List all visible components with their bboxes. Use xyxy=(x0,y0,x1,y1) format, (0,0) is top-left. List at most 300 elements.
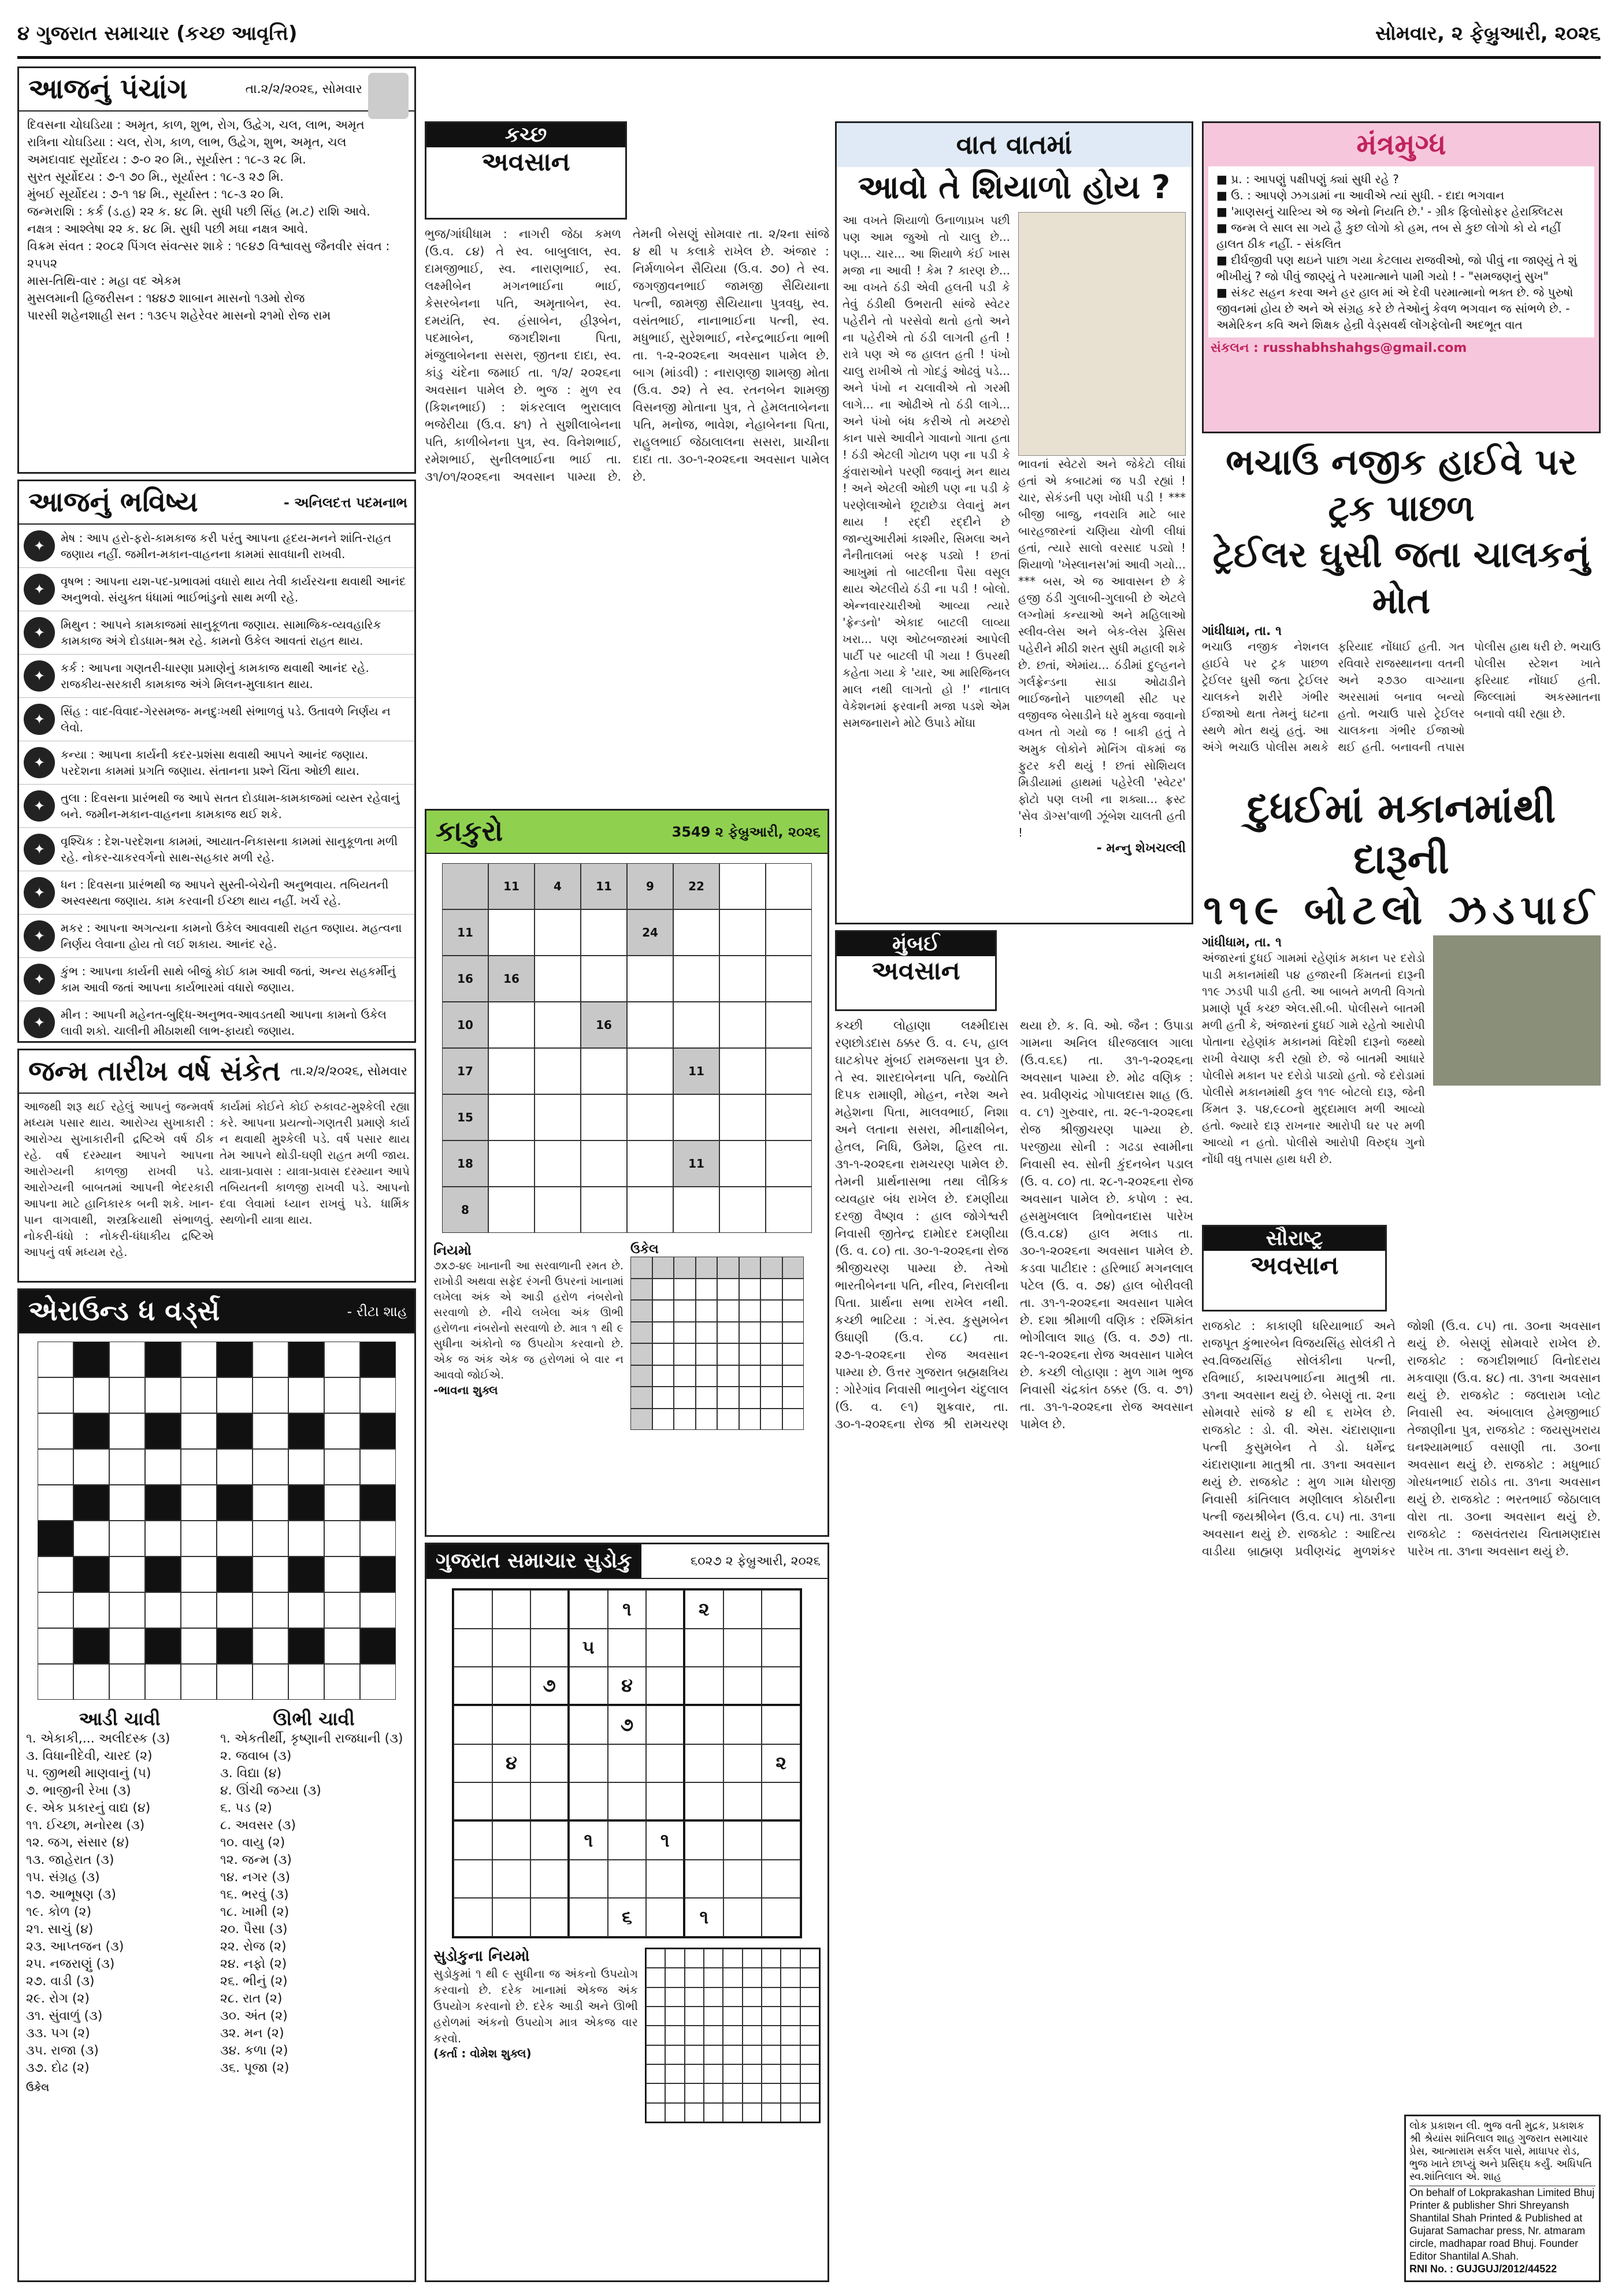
sudoku-cell[interactable] xyxy=(569,1590,608,1629)
sudoku-cell[interactable] xyxy=(492,1629,531,1667)
kakuro-answer-cell xyxy=(630,1300,652,1322)
across-clue: ૩૧. સુંવાળું (૩) xyxy=(26,2009,103,2023)
sudoku-answer-cell xyxy=(665,1949,684,1968)
kakuro-cell[interactable] xyxy=(627,956,673,1002)
kakuro-cell[interactable] xyxy=(581,1094,627,1140)
crossword-cell[interactable] xyxy=(324,1628,360,1664)
crossword-cell[interactable] xyxy=(324,1485,360,1521)
kakuro-date: ૨ ફેબ્રુઆરી, ૨૦૨૬ xyxy=(715,823,821,840)
kakuro-cell[interactable] xyxy=(673,909,719,956)
sudoku-cell[interactable] xyxy=(723,1860,762,1899)
mantra-email-label: સંકલન xyxy=(1211,341,1249,355)
crossword-cell[interactable] xyxy=(181,1628,217,1664)
sudoku-answer-cell xyxy=(781,2045,800,2064)
kakuro-cell[interactable] xyxy=(581,1187,627,1233)
crossword-cell[interactable] xyxy=(288,1377,324,1413)
crossword-cell[interactable] xyxy=(73,1377,109,1413)
crossword-cell[interactable] xyxy=(253,1413,288,1449)
sudoku-answer-cell xyxy=(704,2083,723,2102)
crossword-cell[interactable] xyxy=(360,1556,396,1592)
crossword-cell[interactable] xyxy=(181,1377,217,1413)
sudoku-cell: ૫ xyxy=(569,1629,608,1667)
kakuro-cell[interactable] xyxy=(488,1094,535,1140)
sudoku-cell[interactable] xyxy=(492,1706,531,1744)
horoscope-item xyxy=(19,655,414,698)
sudoku-cell[interactable] xyxy=(530,1590,569,1629)
crossword-cell[interactable] xyxy=(109,1449,145,1485)
crossword-cell[interactable] xyxy=(360,1449,396,1485)
sudoku-cell[interactable] xyxy=(762,1860,800,1899)
crossword-cell[interactable] xyxy=(38,1413,73,1449)
sudoku-answer-cell xyxy=(800,2045,819,2064)
kakuro-answer-cell xyxy=(717,1387,739,1409)
sudoku-rules-title: સુડોકુના નિયમો xyxy=(433,1948,530,1965)
sudoku-cell[interactable] xyxy=(454,1860,492,1899)
sudoku-cell[interactable] xyxy=(569,1860,608,1899)
crossword-cell[interactable] xyxy=(38,1628,73,1664)
kakuro-cell[interactable] xyxy=(719,1140,766,1187)
crossword-cell[interactable] xyxy=(145,1521,181,1556)
crossword-cell[interactable] xyxy=(181,1664,217,1700)
sudoku-cell[interactable] xyxy=(762,1898,800,1937)
crossword-cell[interactable] xyxy=(38,1556,73,1592)
kakuro-cell[interactable] xyxy=(488,1048,535,1094)
kakuro-cell[interactable] xyxy=(719,1187,766,1233)
crossword-cell[interactable] xyxy=(73,1628,109,1664)
sudoku-cell[interactable] xyxy=(454,1782,492,1821)
horoscope-item xyxy=(19,568,414,611)
sudoku-cell[interactable] xyxy=(608,1782,647,1821)
kakuro-answer-cell xyxy=(674,1257,696,1279)
crossword-cell[interactable] xyxy=(217,1485,253,1521)
crossword-cell[interactable] xyxy=(253,1377,288,1413)
crossword-cell[interactable] xyxy=(360,1342,396,1377)
sudoku-cell[interactable] xyxy=(530,1898,569,1937)
sudoku-answer-cell xyxy=(781,2103,800,2122)
kakuro-cell[interactable] xyxy=(581,1048,627,1094)
sudoku-cell[interactable] xyxy=(723,1744,762,1783)
sudoku-cell[interactable] xyxy=(646,1744,685,1783)
kakuro-clue-cell: 22 xyxy=(673,863,719,909)
crossword-cell[interactable] xyxy=(288,1521,324,1556)
sudoku-cell[interactable] xyxy=(608,1821,647,1860)
crossword-cell[interactable] xyxy=(217,1449,253,1485)
sudoku-cell[interactable] xyxy=(685,1667,723,1706)
crossword-cell[interactable] xyxy=(324,1342,360,1377)
sudoku-cell[interactable] xyxy=(492,1782,531,1821)
horoscope-text: સિંહ : વાદ-વિવાદ-ગેરસમજ- મનદુઃખથી સંભાળવું પડે. ઉતાવળે નિર્ણય ન લેવો. xyxy=(61,704,391,734)
sudoku-answer-cell xyxy=(800,2083,819,2102)
crossword-cell[interactable] xyxy=(288,1449,324,1485)
sudoku-answer-cell xyxy=(723,1987,742,2007)
sudoku-cell[interactable] xyxy=(530,1860,569,1899)
sudoku-cell[interactable] xyxy=(454,1590,492,1629)
kakuro-cell[interactable] xyxy=(627,1094,673,1140)
across-clue: ૩૩. પગ (૨) xyxy=(26,2026,90,2041)
sudoku-cell[interactable] xyxy=(454,1667,492,1706)
kakuro-cell[interactable] xyxy=(673,1187,719,1233)
crossword-cell[interactable] xyxy=(253,1342,288,1377)
kakuro-cell[interactable] xyxy=(719,956,766,1002)
crossword-cell[interactable] xyxy=(73,1342,109,1377)
horoscope-text: કુંભ : આપના કાર્યની સાથે બીજું કોઈ કામ આવી જતાં, અન્ય સહકર્મીનું કામ આવી જતાં આપના કાર્યભારમાં વધારો જણાય. xyxy=(61,964,396,994)
crossword-cell[interactable] xyxy=(73,1664,109,1700)
panchang-line: મુસલમાની હિજરીસન : ૧૪૪૭ શાબાન માસનો ૧૩મો રોજ xyxy=(27,291,305,305)
crossword-cell[interactable] xyxy=(181,1556,217,1592)
crossword-cell[interactable] xyxy=(253,1628,288,1664)
across-clue: ૩૭. દોઢ (૨) xyxy=(26,2061,90,2075)
kakuro-number: 3549 xyxy=(671,823,711,840)
crossword-cell[interactable] xyxy=(109,1592,145,1628)
down-clue: ૨૦. પૈસા (૩) xyxy=(220,1922,288,1937)
horoscope-title: આજનું ભવિષ્ય xyxy=(28,486,198,518)
horoscope-text: મિથુન : આપને કામકાજમાં સાનુકૂળતા જણાય. સામાજિક-વ્યવહારિક કામકાજ અંગે દોડધામ-શ્રમ રહે. કામનો ઉકેલ આવતાં રાહત થાય. xyxy=(61,618,381,648)
sudoku-cell[interactable] xyxy=(762,1782,800,1821)
sudoku-cell[interactable] xyxy=(530,1744,569,1783)
kakuro-rules-title: નિયમો xyxy=(433,1242,472,1258)
kakuro-answer-cell xyxy=(717,1257,739,1279)
sudoku-cell[interactable] xyxy=(723,1590,762,1629)
crossword-cell[interactable] xyxy=(145,1664,181,1700)
sudoku-cell[interactable] xyxy=(608,1744,647,1783)
sudoku-cell[interactable] xyxy=(762,1706,800,1744)
crossword-cell[interactable] xyxy=(38,1664,73,1700)
crossword-cell[interactable] xyxy=(324,1413,360,1449)
crossword-cell[interactable] xyxy=(217,1592,253,1628)
kakuro-answer-cell xyxy=(717,1343,739,1365)
crossword-cell[interactable] xyxy=(181,1449,217,1485)
kakuro-answer-cell xyxy=(760,1387,782,1409)
sudoku-cell[interactable] xyxy=(492,1821,531,1860)
kakuro-cell[interactable] xyxy=(627,1048,673,1094)
kakuro-cell[interactable] xyxy=(627,1187,673,1233)
crossword-cell[interactable] xyxy=(324,1449,360,1485)
crossword-cell[interactable] xyxy=(145,1628,181,1664)
sudoku-cell[interactable] xyxy=(454,1744,492,1783)
sudoku-cell[interactable] xyxy=(762,1590,800,1629)
crossword-cell[interactable] xyxy=(109,1664,145,1700)
crossword-cell[interactable] xyxy=(109,1556,145,1592)
sudoku-cell[interactable] xyxy=(492,1667,531,1706)
sudoku-cell[interactable] xyxy=(646,1898,685,1937)
crossword-cell[interactable] xyxy=(109,1485,145,1521)
kakuro-cell[interactable] xyxy=(719,909,766,956)
crossword-cell[interactable] xyxy=(73,1556,109,1592)
kakuro-cell[interactable] xyxy=(581,956,627,1002)
crossword-cell[interactable] xyxy=(288,1556,324,1592)
crossword-cell[interactable] xyxy=(324,1592,360,1628)
crossword-cell[interactable] xyxy=(324,1556,360,1592)
crossword-cell[interactable] xyxy=(253,1556,288,1592)
crossword-cell[interactable] xyxy=(109,1413,145,1449)
kakuro-cell[interactable] xyxy=(719,863,766,909)
sudoku-answer-cell xyxy=(762,1949,781,1968)
crossword-cell[interactable] xyxy=(217,1521,253,1556)
crossword-cell[interactable] xyxy=(324,1521,360,1556)
sudoku-cell[interactable] xyxy=(569,1667,608,1706)
crossword-cell[interactable] xyxy=(288,1413,324,1449)
kakuro-answer-cell xyxy=(717,1409,739,1431)
sudoku-answer-cell xyxy=(665,2045,684,2064)
crossword-cell[interactable] xyxy=(145,1413,181,1449)
kakuro-cell[interactable] xyxy=(535,1140,581,1187)
crossword-cell[interactable] xyxy=(253,1592,288,1628)
kakuro-cell[interactable] xyxy=(719,1094,766,1140)
crossword-cell[interactable] xyxy=(360,1592,396,1628)
sudoku-answer-cell xyxy=(800,1949,819,1968)
kakuro-answer-cell xyxy=(674,1322,696,1344)
crossword-cell[interactable] xyxy=(288,1592,324,1628)
sudoku-cell[interactable] xyxy=(569,1898,608,1937)
crossword-cell[interactable] xyxy=(38,1485,73,1521)
sudoku-answer-cell xyxy=(665,2103,684,2122)
kakuro-answer-cell xyxy=(652,1322,674,1344)
sudoku-cell[interactable] xyxy=(454,1706,492,1744)
kakuro-cell[interactable] xyxy=(766,1002,812,1048)
sudoku-cell[interactable] xyxy=(492,1860,531,1899)
crossword-cell[interactable] xyxy=(38,1449,73,1485)
crossword-cell[interactable] xyxy=(38,1521,73,1556)
kakuro-cell[interactable] xyxy=(766,909,812,956)
vaat-author: - મન્નુ શેખચલ્લી xyxy=(1096,841,1186,856)
sudoku-cell[interactable] xyxy=(723,1782,762,1821)
crossword-cell[interactable] xyxy=(109,1521,145,1556)
sudoku-cell[interactable] xyxy=(646,1667,685,1706)
news1-headline2: ટ્રેઈલર ઘુસી જતા ચાલકનું મોત xyxy=(1212,533,1590,622)
crossword-grid xyxy=(38,1342,396,1700)
sudoku-cell[interactable] xyxy=(685,1782,723,1821)
crossword-cell[interactable] xyxy=(360,1413,396,1449)
crossword-cell[interactable] xyxy=(360,1485,396,1521)
kakuro-cell[interactable] xyxy=(766,863,812,909)
crossword-cell[interactable] xyxy=(253,1521,288,1556)
sudoku-answer-cell xyxy=(665,1987,684,2007)
sudoku-cell[interactable] xyxy=(530,1629,569,1667)
crossword-cell[interactable] xyxy=(217,1556,253,1592)
crossword-cell[interactable] xyxy=(38,1592,73,1628)
sudoku-cell[interactable] xyxy=(646,1860,685,1899)
kakuro-cell[interactable] xyxy=(766,1094,812,1140)
sudoku-cell[interactable] xyxy=(569,1744,608,1783)
sudoku-cell: ૧ xyxy=(646,1821,685,1860)
crossword-cell[interactable] xyxy=(73,1521,109,1556)
sudoku-cell[interactable] xyxy=(685,1860,723,1899)
kakuro-cell[interactable] xyxy=(766,956,812,1002)
sudoku-cell[interactable] xyxy=(646,1706,685,1744)
crossword-cell[interactable] xyxy=(288,1664,324,1700)
sudoku-cell[interactable] xyxy=(454,1898,492,1937)
kakuro-cell[interactable] xyxy=(535,956,581,1002)
crossword-cell[interactable] xyxy=(253,1664,288,1700)
sudoku-answers xyxy=(645,1948,821,2123)
sudoku-cell: ૭ xyxy=(608,1706,647,1744)
kakuro-cell[interactable] xyxy=(719,1048,766,1094)
sudoku-answer-cell xyxy=(723,1968,742,1987)
kakuro-answer-cell xyxy=(760,1322,782,1344)
sudoku-cell[interactable] xyxy=(492,1590,531,1629)
sudoku-answer-cell xyxy=(704,2103,723,2122)
sudoku-answer-cell xyxy=(743,2103,762,2122)
crossword-cell[interactable] xyxy=(73,1592,109,1628)
crossword-cell[interactable] xyxy=(288,1485,324,1521)
crossword-cell[interactable] xyxy=(109,1628,145,1664)
kakuro-answer-cell xyxy=(717,1279,739,1301)
kakuro-cell[interactable] xyxy=(719,1002,766,1048)
sudoku-cell[interactable] xyxy=(723,1821,762,1860)
crossword-cell[interactable] xyxy=(145,1592,181,1628)
sudoku-cell[interactable] xyxy=(530,1782,569,1821)
sudoku-answer-cell xyxy=(665,2026,684,2045)
kakuro-cell[interactable] xyxy=(535,1002,581,1048)
crossword-cell[interactable] xyxy=(38,1377,73,1413)
kakuro-cell[interactable] xyxy=(488,1140,535,1187)
crossword-cell[interactable] xyxy=(360,1377,396,1413)
kakuro-cell[interactable] xyxy=(581,909,627,956)
sudoku-cell[interactable] xyxy=(685,1629,723,1667)
crossword-cell[interactable] xyxy=(181,1342,217,1377)
crossword-cell[interactable] xyxy=(253,1485,288,1521)
horoscope-author: - અનિલદત્ત પદમનાભ xyxy=(283,494,407,511)
down-clue: ૮. અવસર (૩) xyxy=(220,1818,296,1833)
crossword-cell[interactable] xyxy=(181,1592,217,1628)
crossword-cell[interactable] xyxy=(217,1342,253,1377)
sudoku-cell[interactable] xyxy=(569,1706,608,1744)
sudoku-cell[interactable] xyxy=(608,1629,647,1667)
crossword-cell[interactable] xyxy=(73,1449,109,1485)
sudoku-cell[interactable] xyxy=(608,1860,647,1899)
crossword-cell[interactable] xyxy=(217,1413,253,1449)
sudoku-cell[interactable] xyxy=(762,1629,800,1667)
crossword-cell[interactable] xyxy=(360,1521,396,1556)
crossword-cell[interactable] xyxy=(145,1377,181,1413)
down-clue: ૧૮. ખામી (૨) xyxy=(220,1905,290,1919)
panchang-line: પારસી શહેનશાહી સન : ૧૩૯૫ શહેરેવર માસનો ૨૧મો રોજ રામ xyxy=(27,309,331,322)
sudoku-cell[interactable] xyxy=(530,1706,569,1744)
kakuro-clue-cell: 11 xyxy=(442,909,488,956)
header-date: સોમવાર, ૨ ફેબ્રુઆરી, ૨૦૨૬ xyxy=(1375,21,1601,45)
sudoku-cell[interactable] xyxy=(646,1782,685,1821)
crossword-cell[interactable] xyxy=(38,1342,73,1377)
sudoku-cell[interactable] xyxy=(685,1744,723,1783)
sudoku-cell[interactable] xyxy=(646,1590,685,1629)
kakuro-answer-cell xyxy=(674,1365,696,1387)
sudoku-cell[interactable] xyxy=(723,1898,762,1937)
sudoku-cell[interactable] xyxy=(454,1629,492,1667)
sudoku-cell[interactable] xyxy=(492,1898,531,1937)
sudoku-answer-cell xyxy=(762,1968,781,1987)
crossword-cell[interactable] xyxy=(360,1628,396,1664)
sudoku-answer-cell xyxy=(800,2103,819,2122)
kakuro-cell[interactable] xyxy=(627,1002,673,1048)
sudoku-answer-cell xyxy=(723,2045,742,2064)
news2-headline2: ૧૧૯ બોટલો ઝડપાઈ xyxy=(1203,886,1600,934)
crossword-cell[interactable] xyxy=(181,1413,217,1449)
sudoku-cell[interactable] xyxy=(762,1667,800,1706)
vaat-headline: આવો તે શિયાળો હોય ? xyxy=(858,169,1171,206)
kakuro-cell[interactable] xyxy=(488,1187,535,1233)
kakuro-cell[interactable] xyxy=(627,1140,673,1187)
kakuro-answer-cell xyxy=(717,1365,739,1387)
sudoku-cell[interactable] xyxy=(569,1782,608,1821)
kakuro-cell[interactable] xyxy=(535,1048,581,1094)
kakuro-cell[interactable] xyxy=(488,909,535,956)
kakuro-cell[interactable] xyxy=(535,909,581,956)
horoscope-item xyxy=(19,1001,414,1043)
crossword-cell[interactable] xyxy=(109,1342,145,1377)
crossword-cell[interactable] xyxy=(288,1628,324,1664)
crossword-answers xyxy=(19,2077,414,2098)
sudoku-cell[interactable] xyxy=(530,1821,569,1860)
kakuro-cell[interactable] xyxy=(673,1094,719,1140)
sudoku-answer-cell xyxy=(781,2064,800,2083)
sudoku-answer-cell xyxy=(685,2026,704,2045)
sudoku-cell[interactable] xyxy=(762,1821,800,1860)
crossword-cell[interactable] xyxy=(217,1377,253,1413)
crossword-cell[interactable] xyxy=(360,1664,396,1700)
kakuro-cell[interactable] xyxy=(766,1140,812,1187)
kakuro-cell[interactable] xyxy=(766,1048,812,1094)
down-clue: ૩૬. પૂજા (૨) xyxy=(220,2061,290,2075)
kakuro-cell[interactable] xyxy=(581,1140,627,1187)
kakuro-clue-cell: 17 xyxy=(442,1048,488,1094)
sudoku-cell[interactable] xyxy=(685,1821,723,1860)
birthday-right: કાર્યમાં કોઈને કોઈ રુકાવટ-મુશ્કેલી રહ્યા કરે. આપના પ્રયત્નો-ગણતરી પ્રમાણે કાર્ય ન થવાથી મુશ્કેલી પડે. વર્ષ પસાર થાય તેમ આપને થોડી-ઘણી રાહત મળી જાય. યાત્રા-પ્રવાસ : યાત્રા-પ્રવાસ દરમ્યાન આપે તબિયતની કાળજી રાખવી પડે. આપનો દવા લેવામાં ધ્યાન રાખવું પડે. ધાર્મિક સ્થળોની યાત્રા થાય. xyxy=(220,1099,410,1227)
crossword-cell[interactable] xyxy=(145,1556,181,1592)
kakuro-answer-cell xyxy=(739,1300,761,1322)
crossword-cell[interactable] xyxy=(181,1521,217,1556)
kakuro-answer-cell xyxy=(782,1279,804,1301)
sudoku-cell[interactable] xyxy=(454,1821,492,1860)
zodiac-icon: ✦ xyxy=(24,790,55,822)
crossword-cell[interactable] xyxy=(324,1377,360,1413)
kakuro-cell[interactable] xyxy=(488,1002,535,1048)
crossword-cell[interactable] xyxy=(145,1485,181,1521)
kakuro-answer-cell xyxy=(782,1300,804,1322)
sudoku-cell[interactable] xyxy=(685,1706,723,1744)
crossword-cell[interactable] xyxy=(217,1664,253,1700)
kakuro-cell[interactable] xyxy=(766,1187,812,1233)
down-clue: ૧૪. નગર (૩) xyxy=(220,1870,291,1885)
crossword-cell[interactable] xyxy=(181,1485,217,1521)
across-clue: ૧૯. કોળ (૨) xyxy=(26,1905,92,1919)
kakuro-cell[interactable] xyxy=(535,1187,581,1233)
sudoku-cell[interactable] xyxy=(723,1706,762,1744)
crossword-cell[interactable] xyxy=(145,1449,181,1485)
kakuro-cell[interactable] xyxy=(673,956,719,1002)
across-clue: ૨૯. રોગ (૨) xyxy=(26,1992,90,2006)
down-clue: ૬. પડ (૨) xyxy=(220,1801,272,1815)
across-clue: ૨૩. આપ્તજન (૩) xyxy=(26,1940,124,1954)
crossword-cell[interactable] xyxy=(324,1664,360,1700)
sudoku-cell[interactable] xyxy=(723,1629,762,1667)
sudoku-answer-cell xyxy=(743,2007,762,2026)
crossword-author: - રીટા શાહ xyxy=(347,1303,407,1320)
crossword-cell[interactable] xyxy=(109,1377,145,1413)
kakuro-cell[interactable] xyxy=(673,1002,719,1048)
crossword-cell[interactable] xyxy=(73,1485,109,1521)
sudoku-answer-cell xyxy=(781,2007,800,2026)
crossword-cell[interactable] xyxy=(73,1413,109,1449)
horoscope-text: વૃશ્ચિક : દેશ-પરદેશના કામમાં, આયાત-નિકાસના કામમાં સાનુકૂળતા મળી રહે. નોકર-ચાકરવર્ગનો સાથ-સહકાર મળી રહે. xyxy=(61,834,398,864)
crossword-cell[interactable] xyxy=(288,1342,324,1377)
crossword-cell[interactable] xyxy=(217,1628,253,1664)
sudoku-answer-cell xyxy=(646,1987,665,2007)
sudoku-cell[interactable] xyxy=(723,1667,762,1706)
crossword-cell[interactable] xyxy=(145,1342,181,1377)
crossword-cell[interactable] xyxy=(253,1449,288,1485)
kakuro-cell[interactable] xyxy=(535,1094,581,1140)
sudoku-cell[interactable] xyxy=(646,1629,685,1667)
